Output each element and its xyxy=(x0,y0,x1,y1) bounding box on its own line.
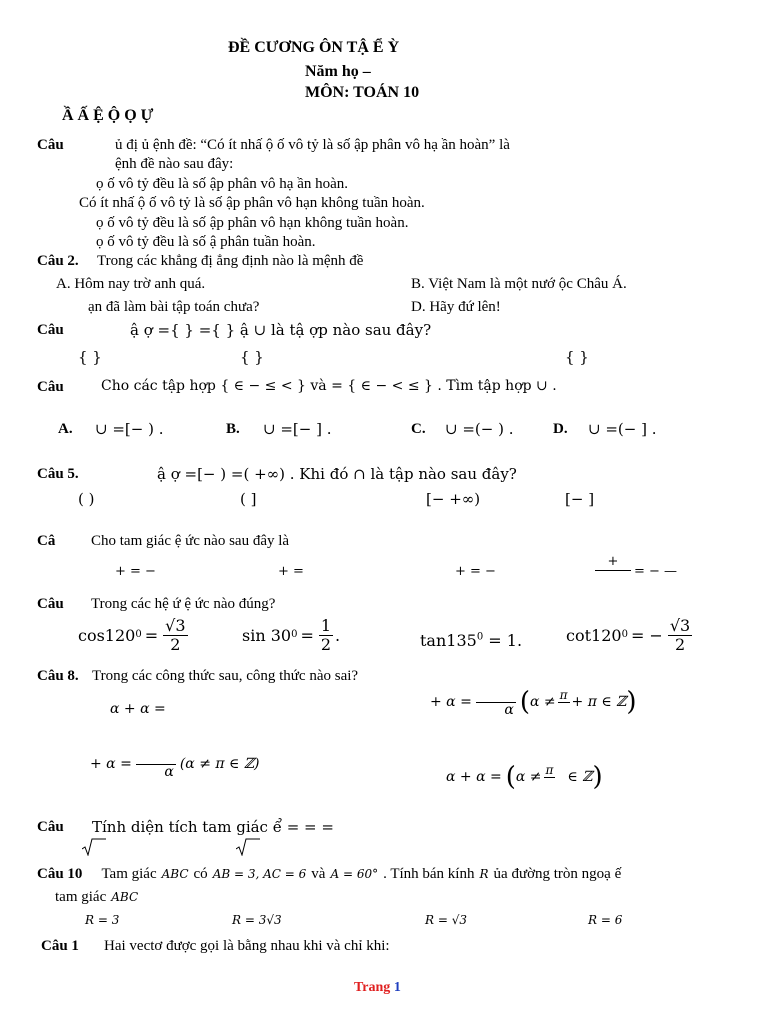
q7-d-func: cot120 xyxy=(566,625,622,645)
question-4-c-label: C. xyxy=(411,421,426,437)
question-3-option-a: { } xyxy=(78,348,102,366)
header-title: ĐỀ CƯƠNG ÔN TẬ Ể Ỳ xyxy=(228,39,400,56)
q7-d-fraction xyxy=(668,617,692,653)
footer-page-word: Trang xyxy=(354,980,391,995)
question-1-option-d: ọ ố vô tỷ đều là số ậ phân tuần hoàn. xyxy=(96,234,316,250)
question-1-option-a: ọ ố vô tỷ đều là số ập phân vô hạ ần hoàn. xyxy=(96,176,349,192)
q8-d-pi-fraction xyxy=(544,764,556,791)
question-5-option-b: ( ] xyxy=(240,490,257,508)
question-5-option-d: [− ] xyxy=(565,490,595,508)
question-10-text-va: và xyxy=(311,866,326,882)
question-6-option-a: + = − xyxy=(115,564,156,579)
q7-a-degree: 0 xyxy=(135,629,142,641)
q7-b-fraction xyxy=(319,617,333,653)
question-10-text-post: . Tính bán kính xyxy=(383,866,475,882)
header-school-year: Năm họ – xyxy=(305,63,371,80)
question-9-text: Tính diện tích tam giác ể = = = xyxy=(92,818,334,836)
question-6-option-d-numerator: + xyxy=(595,554,631,571)
question-10-label: Câu 10 xyxy=(37,866,83,882)
q7-b-denominator: 2 xyxy=(320,634,332,654)
question-1-option-b: Có ít nhấ ộ ố vô tỷ là số ập phân vô hạn không tuần hoàn. xyxy=(79,195,425,211)
question-4-d-value: ∪ =(− ] . xyxy=(588,420,657,438)
page-footer xyxy=(354,980,401,997)
q8-c-denominator: α xyxy=(164,764,174,781)
q7-d-denominator: 2 xyxy=(674,634,686,654)
question-10-abc-2: ABC xyxy=(111,890,139,904)
question-9-label: Câu xyxy=(37,819,64,835)
question-5-text: ậ ợ =[− ) =( +∞) . Khi đó ∩ là tập nào sau đây? xyxy=(157,465,517,483)
q8-b-cond-right: + π ∈ ℤ xyxy=(571,694,627,711)
q8-b-pi: π xyxy=(559,688,568,703)
question-8-option-d: α + α = ( α ≠ π ∈ ℤ ) xyxy=(446,762,603,792)
question-4-b-label: B. xyxy=(226,421,240,437)
question-3-text: ậ ợ ={ } ={ } ậ ∪ là tậ ợp nào sau đây? xyxy=(130,321,432,339)
question-11-label: Câu 1 xyxy=(41,938,79,954)
question-4-b-value: ∪ =[− ] . xyxy=(263,420,332,438)
question-7-option-c xyxy=(420,631,522,650)
q7-b-func: sin 30 xyxy=(242,625,292,645)
q8-b-fraction xyxy=(476,687,516,719)
question-3-label: Câu xyxy=(37,322,64,338)
question-10-line-2 xyxy=(55,888,138,906)
q7-b-degree: 0 xyxy=(291,629,298,641)
question-9-option-a-radical xyxy=(82,838,106,856)
question-2-option-a: A. Hôm nay trờ anh quá. xyxy=(56,276,206,292)
q8-b-cond-left: α ≠ xyxy=(529,694,556,711)
question-5-label: Câu 5. xyxy=(37,466,79,482)
question-1-option-c: ọ ố vô tỷ đều là số ập phân vô hạn không tuần hoàn. xyxy=(96,215,409,231)
question-10-text-co: có xyxy=(193,866,208,882)
question-1-text: ủ đị ủ ệnh đề: “Có ít nhấ ộ ố vô tỷ là số ập phân vô hạ ần hoàn” là xyxy=(115,137,510,153)
question-1-text-cont: ệnh đề nào sau đây: xyxy=(115,156,234,172)
question-2-option-b: B. Việt Nam là một nướ ộc Châu Á. xyxy=(411,276,627,292)
question-6-option-d-rest: = − — xyxy=(634,564,678,579)
question-6-text: Cho tam giác ệ ức nào sau đây là xyxy=(91,533,290,549)
q7-a-numerator: √3 xyxy=(165,616,186,635)
question-10-text-post2: ủa đường tròn ngoạ ế xyxy=(493,866,622,882)
footer-page-number: 1 xyxy=(393,980,401,995)
q8-b-left: + α = xyxy=(430,694,472,711)
q7-c-degree: 0 xyxy=(476,631,484,643)
question-5-option-a: ( ) xyxy=(78,490,95,508)
q8-d-left: α + α = xyxy=(446,769,502,786)
q7-a-func: cos120 xyxy=(78,625,136,645)
q8-c-fraction xyxy=(136,749,176,781)
question-7-option-a xyxy=(78,617,190,653)
question-10-option-a: R = 3 xyxy=(85,913,120,927)
q7-d-equals: = − xyxy=(630,625,663,645)
question-4-label: Câu xyxy=(37,379,64,395)
question-2-label: Câu 2. xyxy=(37,253,79,269)
q7-d-degree: 0 xyxy=(621,629,628,641)
header-subject: MÔN: TOÁN 10 xyxy=(305,84,420,101)
question-1-label: Câu xyxy=(37,137,64,153)
q7-a-fraction xyxy=(163,617,187,653)
question-10-option-d: R = 6 xyxy=(588,913,623,927)
question-7-option-b xyxy=(242,617,340,653)
question-10-sides: AB = 3, AC = 6 xyxy=(212,867,307,881)
question-4-d-label: D. xyxy=(553,421,568,437)
q8-b-denominator: α xyxy=(504,702,514,719)
question-10-option-b: R = 3√3 xyxy=(232,913,282,927)
question-2-text: Trong các khẳng đị ẳng định nào là mệnh đề xyxy=(97,253,364,269)
question-3-option-b: { } xyxy=(240,348,264,366)
question-8-option-c xyxy=(90,749,260,781)
q8-c-left: + α = xyxy=(90,756,132,773)
q8-d-cond-left: α ≠ xyxy=(515,769,542,786)
question-10-abc: ABC xyxy=(161,867,189,881)
q7-d-numerator: √3 xyxy=(669,616,691,635)
q7-c-value: = 1. xyxy=(483,631,523,650)
q7-a-denominator: 2 xyxy=(170,634,181,654)
q8-d-cond-right: ∈ ℤ xyxy=(567,769,593,786)
question-3-option-d: { } xyxy=(565,348,589,366)
question-7-label: Câu xyxy=(37,596,64,612)
question-10-text-pre: Tam giác xyxy=(101,866,157,882)
question-10-option-c: R = √3 xyxy=(425,913,467,927)
question-9-option-b-radical xyxy=(236,838,260,856)
question-7-option-d xyxy=(566,617,694,653)
question-10-r: R xyxy=(479,867,489,881)
q7-c-func: tan135 xyxy=(420,631,477,650)
question-4-text: Cho các tập hợp { ∈ − ≤ < } và = { ∈ − < ≤ } . Tìm tập hợp ∪ . xyxy=(101,378,557,394)
question-6-option-b: + = xyxy=(278,564,304,579)
question-8-text: Trong các công thức sau, công thức nào sai? xyxy=(92,668,359,684)
question-8-label: Câu 8. xyxy=(37,668,79,684)
question-11-text: Hai vectơ được gọi là bằng nhau khi và chỉ khi: xyxy=(104,938,390,954)
question-4-c-value: ∪ =(− ) . xyxy=(445,420,514,438)
question-6-label: Câ xyxy=(37,533,56,549)
header-section: Ầ Ấ Ệ Ộ Ọ Ự xyxy=(62,107,154,124)
question-10-line xyxy=(37,865,621,883)
question-5-option-c: [− +∞) xyxy=(426,490,481,508)
q8-d-pi: π xyxy=(545,762,554,777)
question-2-option-d: D. Hãy đứ lên! xyxy=(411,299,501,315)
q7-b-numerator: 1 xyxy=(320,616,332,635)
question-10-angle: A = 60° xyxy=(330,867,379,881)
question-2-option-c: ạn đã làm bài tập toán chưa? xyxy=(88,299,260,315)
question-4-a-label: A. xyxy=(58,421,73,437)
q7-b-period: . xyxy=(335,625,341,645)
question-8-option-b: + α = α ( α ≠ π + π ∈ ℤ ) xyxy=(430,687,637,719)
q8-b-pi-fraction xyxy=(558,689,570,716)
question-6-option-c: + = − xyxy=(455,564,496,579)
q8-c-condition: (α ≠ π ∈ ℤ) xyxy=(179,756,260,773)
question-7-text: Trong các hệ ứ ệ ức nào đúng? xyxy=(91,596,276,612)
q7-b-equals: = xyxy=(300,625,314,645)
question-4-a-value: ∪ =[− ) . xyxy=(95,420,164,438)
question-8-option-a: α + α = xyxy=(110,701,166,717)
q7-a-equals: = xyxy=(144,625,159,645)
question-10-text2: tam giác xyxy=(55,889,107,905)
